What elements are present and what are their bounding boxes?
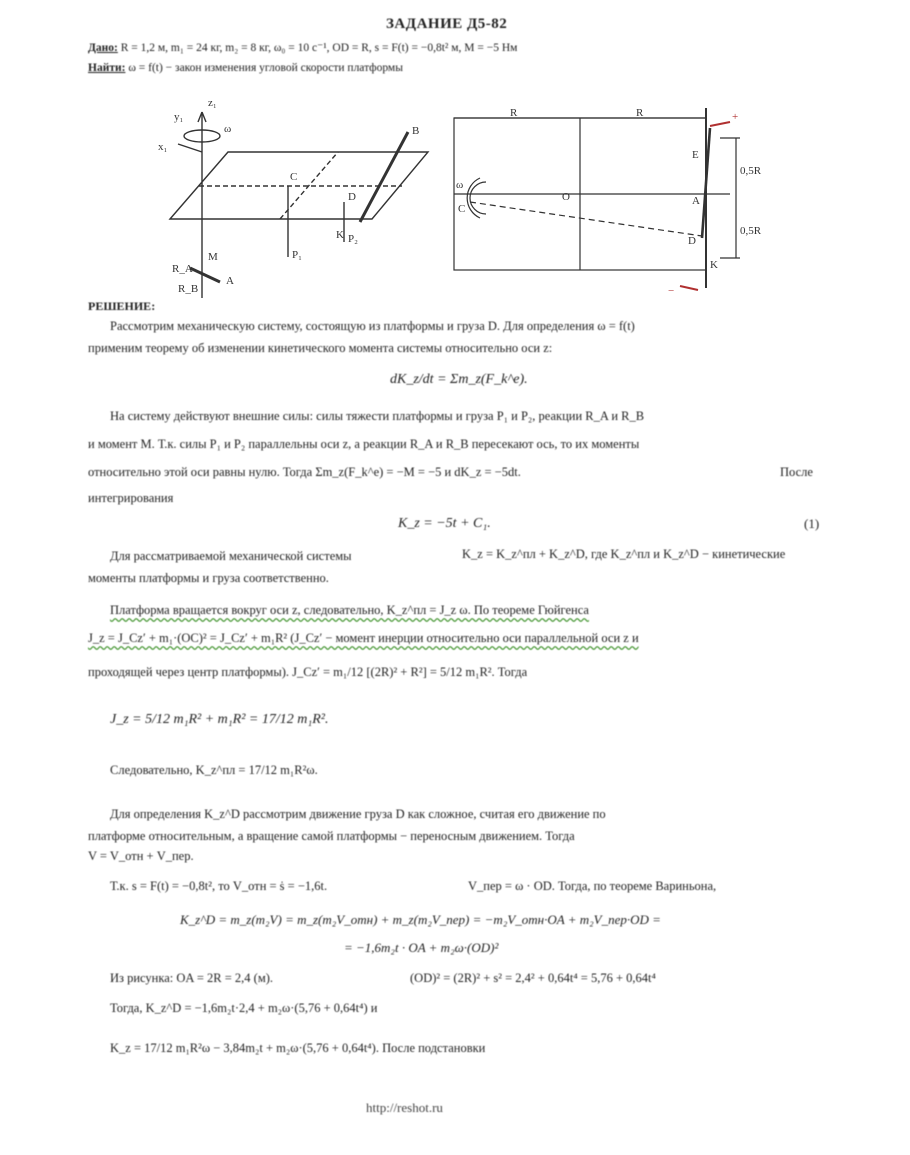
equation-line: K_z^D = m_z(m₂V) = m_z(m₂V_отн) + m_z(m₂V_пер) = −m₂V_отн·OA + m₂V_пер·OD = [180, 912, 661, 927]
fig-right-label: C [458, 203, 466, 215]
solution-line: Из рисунка: OA = 2R = 2,4 (м). [110, 971, 274, 985]
equation-line: K_z = −5t + C₁. [398, 516, 491, 531]
equation-number: (1) [804, 516, 820, 531]
solution-line: Рассмотрим механическую систему, состоящую из платформы и груза D. Для определения ω = f(t) [110, 319, 635, 333]
solution-line: Для определения K_z^D рассмотрим движение груза D как сложное, считая его движение по [110, 807, 606, 821]
given-line [88, 40, 517, 56]
fig-left-label: z₁ [208, 97, 217, 109]
page-title: ЗАДАНИЕ Д5-82 [386, 16, 508, 32]
fig-left-label: R_A [172, 263, 193, 275]
fig-left-label: A [226, 275, 234, 287]
fig-right-plus-mark [710, 122, 730, 126]
solution-line: проходящей через центр платформы). J_Cz′ = m₁/12 [(2R)² + R²] = 5/12 m₁R². Тогда [88, 665, 528, 679]
fig-left-label: B [412, 125, 420, 137]
solution-line: V = V_отн + V_пер. [88, 849, 194, 863]
solution-line: V_пер = ω · OD. Тогда, по теореме Вариньона, [468, 879, 717, 893]
solution-line: относительно этой оси равны нулю. Тогда Σm_z(F_k^e) = −M = −5 и dK_z = −5dt. [88, 465, 521, 479]
fig-right-label: 0,5R [740, 225, 762, 237]
fig-right-label: R [510, 108, 518, 119]
solution-line: моменты платформы и груза соответственно. [88, 571, 329, 585]
solution-line: J_z = J_Cz′ + m₁·(OC)² = J_Cz′ + m₁R² (J_Cz′ − момент инерции относительно оси параллельной оси z и [88, 631, 639, 645]
fig-left-label: C [290, 171, 298, 183]
fig-right-label: O [562, 191, 570, 203]
given-text: R = 1,2 м, m₁ = 24 кг, m₂ = 8 кг, ω₀ = 10 с⁻¹, OD = R, s = F(t) = −0,8t² м, M = −5 Нм [120, 42, 518, 54]
solution-line: Платформа вращается вокруг оси z, следовательно, K_z^пл = J_z ω. По теореме Гюйгенса [110, 603, 589, 617]
equation-line: = −1,6m₂t · OA + m₂ω·(OD)² [344, 940, 499, 955]
given-label: Дано: [88, 42, 118, 54]
fig-right-label: K [710, 259, 718, 271]
fig-right-label: E [692, 149, 699, 161]
fig-left-label: D [348, 191, 356, 203]
solution-line: K_z = K_z^пл + K_z^D, где K_z^пл и K_z^D − кинетические [462, 547, 786, 561]
solution-line: Тогда, K_z^D = −1,6m₂t·2,4 + m₂ω·(5,76 + 0,64t⁴) и [110, 1001, 378, 1015]
fig-right-label: R [636, 108, 644, 119]
fig-left-label: y₁ [174, 111, 184, 123]
figure-right-labels [456, 108, 762, 296]
solution-line: (OD)² = (2R)² + s² = 2,4² + 0,64t⁴ = 5,76 + 0,64t⁴ [410, 971, 656, 985]
fig-right-label: A [692, 195, 700, 207]
fig-right-label: − [668, 285, 675, 296]
fig-right-minus-mark [680, 286, 698, 290]
equation-line: dK_z/dt = Σm_z(F_k^e). [390, 372, 528, 387]
figure-right [440, 108, 780, 296]
footer-url: http://reshot.ru [366, 1100, 443, 1115]
solution-line: На систему действуют внешние силы: силы тяжести платформы и груза P₁ и P₂, реакции R_A и R_B [110, 409, 645, 423]
fig-left-label: ω [224, 123, 232, 135]
solution-line: платформе относительным, а вращение самой платформы − переносным движением. Тогда [88, 829, 575, 843]
solution-line: применим теорему об изменении кинетического момента системы относительно оси z: [88, 341, 553, 355]
equation-line: J_z = 5/12 m₁R² + m₁R² = 17/12 m₁R². [110, 712, 329, 727]
solution-line: интегрирования [88, 491, 174, 505]
solution-heading: РЕШЕНИЕ: [88, 299, 156, 313]
fig-left-label: M [208, 251, 218, 263]
fig-left-label: P₂ [348, 233, 358, 245]
fig-left-label: K [336, 229, 344, 241]
solution-line: Следовательно, K_z^пл = 17/12 m₁R²ω. [110, 763, 318, 777]
solution-line: После [780, 465, 813, 479]
solution-line: Для рассматриваемой механической системы [110, 549, 352, 563]
solution-line: K_z = 17/12 m₁R²ω − 3,84m₂t + m₂ω·(5,76 + 0,64t⁴). После подстановки [110, 1041, 486, 1055]
find-text: ω = f(t) − закон изменения угловой скорости платформы [128, 62, 403, 74]
fig-right-label: D [688, 235, 696, 247]
solution-line: Т.к. s = F(t) = −0,8t², то V_отн = ṡ = −1,6t. [110, 879, 328, 893]
solution-line: и момент M. Т.к. силы P₁ и P₂ параллельны оси z, а реакции R_A и R_B пересекают ось, то их моменты [88, 437, 640, 451]
fig-right-label: + [732, 111, 739, 123]
fig-left-label: P₁ [292, 249, 302, 261]
find-label: Найти: [88, 62, 126, 74]
find-line [88, 60, 403, 76]
fig-right-label: 0,5R [740, 165, 762, 177]
fig-left-label: x₁ [158, 141, 168, 153]
fig-right-label: ω [456, 179, 464, 191]
fig-left-label: R_B [178, 283, 199, 295]
figure-left [150, 92, 450, 298]
